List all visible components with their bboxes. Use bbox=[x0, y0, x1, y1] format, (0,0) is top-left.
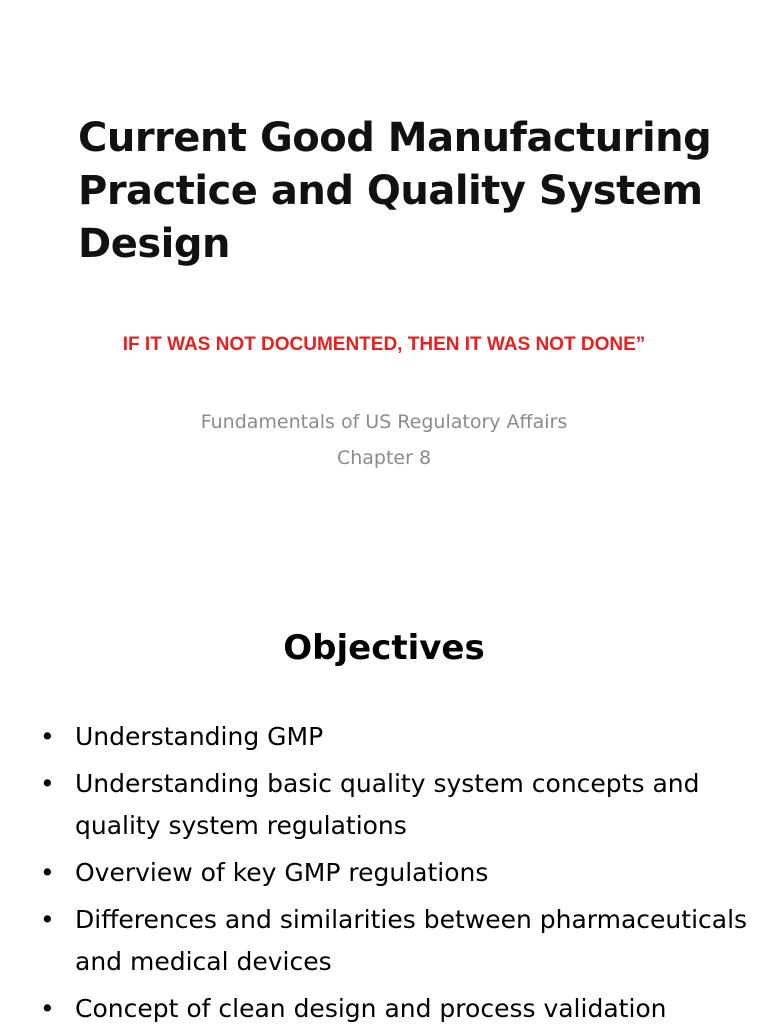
slide-title-line: Design bbox=[78, 221, 230, 267]
bullet-icon: • bbox=[40, 905, 55, 934]
documentation-quote: IF IT WAS NOT DOCUMENTED, THEN IT WAS NOT DONE” bbox=[122, 334, 646, 355]
objectives-list bbox=[40, 716, 750, 1024]
bullet-icon: • bbox=[40, 858, 55, 887]
list-item-text: Understanding basic quality system concepts and quality system regulations bbox=[75, 769, 700, 840]
course-name: Fundamentals of US Regulatory Affairs bbox=[200, 411, 568, 433]
objectives-slide bbox=[0, 600, 768, 1024]
list-item bbox=[40, 763, 750, 847]
chapter-label: Chapter 8 bbox=[336, 447, 432, 469]
slide-title-line: Practice and Quality System bbox=[78, 168, 703, 214]
slide-title bbox=[78, 112, 738, 271]
list-item bbox=[40, 716, 750, 758]
slide-subtitle bbox=[0, 404, 768, 476]
objectives-heading: Objectives bbox=[283, 628, 485, 668]
list-item bbox=[40, 852, 750, 894]
list-item bbox=[40, 899, 750, 983]
bullet-icon: • bbox=[40, 994, 55, 1023]
list-item-text: Overview of key GMP regulations bbox=[75, 858, 489, 887]
list-item bbox=[40, 988, 750, 1024]
list-item-text: Understanding GMP bbox=[75, 722, 324, 751]
list-item-text: Differences and similarities between pharmaceuticals and medical devices bbox=[75, 905, 748, 976]
list-item-text: Concept of clean design and process validation bbox=[75, 994, 667, 1023]
bullet-icon: • bbox=[40, 722, 55, 751]
slide-title-line: Current Good Manufacturing bbox=[78, 115, 712, 161]
bullet-icon: • bbox=[40, 769, 55, 798]
